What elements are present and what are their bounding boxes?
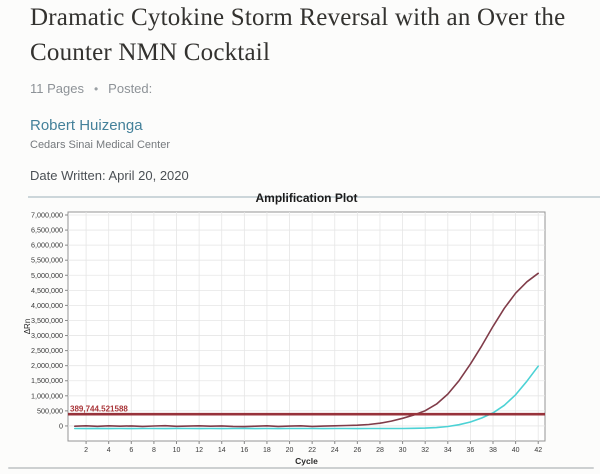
x-tick-label: 20	[285, 447, 294, 454]
chart-title: Amplification Plot	[255, 191, 358, 205]
author-affiliation: Cedars Sinai Medical Center	[30, 139, 171, 151]
separator-dot: •	[93, 81, 99, 96]
x-tick-label: 30	[398, 447, 407, 454]
x-tick-label: 40	[511, 447, 520, 454]
threshold-value-label: 389,744.521588	[70, 404, 128, 414]
x-tick-label: 26	[353, 447, 362, 454]
x-tick-label: 42	[534, 447, 543, 454]
x-tick-label: 2	[84, 447, 89, 454]
x-tick-label: 10	[172, 447, 181, 454]
x-tick-label: 4	[106, 447, 111, 454]
x-tick-label: 28	[376, 447, 384, 454]
y-tick-label: 2,500,000	[31, 346, 63, 356]
plot-area	[68, 212, 545, 441]
page-title: Dramatic Cytokine Storm Reversal with an Over the Counter NMN Cocktail	[30, 4, 566, 66]
y-tick-label: 2,000,000	[31, 361, 63, 371]
x-tick-label: 22	[308, 447, 317, 454]
y-tick-label: 4,500,000	[31, 285, 63, 295]
x-axis-label: Cycle	[295, 456, 318, 466]
y-tick-label: 0	[59, 421, 63, 431]
x-tick-label: 32	[421, 447, 430, 454]
amplification-plot-chart	[0, 188, 600, 468]
pages-count: 11 Pages	[30, 81, 84, 96]
x-tick-label: 36	[466, 447, 475, 454]
x-tick-label: 34	[443, 447, 452, 454]
x-tick-label: 38	[489, 447, 497, 454]
x-tick-label: 18	[263, 447, 271, 454]
x-tick-label: 16	[240, 447, 249, 454]
x-tick-label: 6	[129, 447, 134, 454]
y-tick-label: 5,000,000	[31, 270, 63, 280]
y-tick-label: 1,500,000	[31, 376, 63, 386]
y-tick-label: 6,500,000	[31, 225, 63, 235]
y-axis-label: ΔRn	[23, 318, 32, 335]
author-link[interactable]: Robert Huizenga	[30, 117, 143, 134]
paper-header	[30, 0, 580, 198]
y-tick-label: 6,000,000	[31, 240, 63, 250]
y-tick-label: 5,500,000	[31, 255, 63, 265]
date-written-label: Date Written: April 20, 2020	[30, 168, 189, 183]
y-tick-label: 3,000,000	[31, 331, 63, 341]
x-tick-label: 24	[330, 447, 339, 454]
x-tick-label: 12	[195, 447, 204, 454]
y-tick-label: 4,000,000	[31, 300, 63, 310]
posted-label: Posted:	[108, 81, 153, 96]
meta-row	[30, 81, 580, 96]
x-tick-label: 8	[151, 447, 156, 454]
y-tick-label: 7,000,000	[31, 210, 63, 220]
bottom-border	[8, 467, 594, 469]
amplification-plot-figure	[0, 188, 600, 468]
y-tick-label: 1,000,000	[31, 391, 63, 401]
y-tick-label: 3,500,000	[31, 315, 63, 325]
x-tick-label: 14	[217, 447, 226, 454]
y-tick-label: 500,000	[37, 406, 63, 416]
